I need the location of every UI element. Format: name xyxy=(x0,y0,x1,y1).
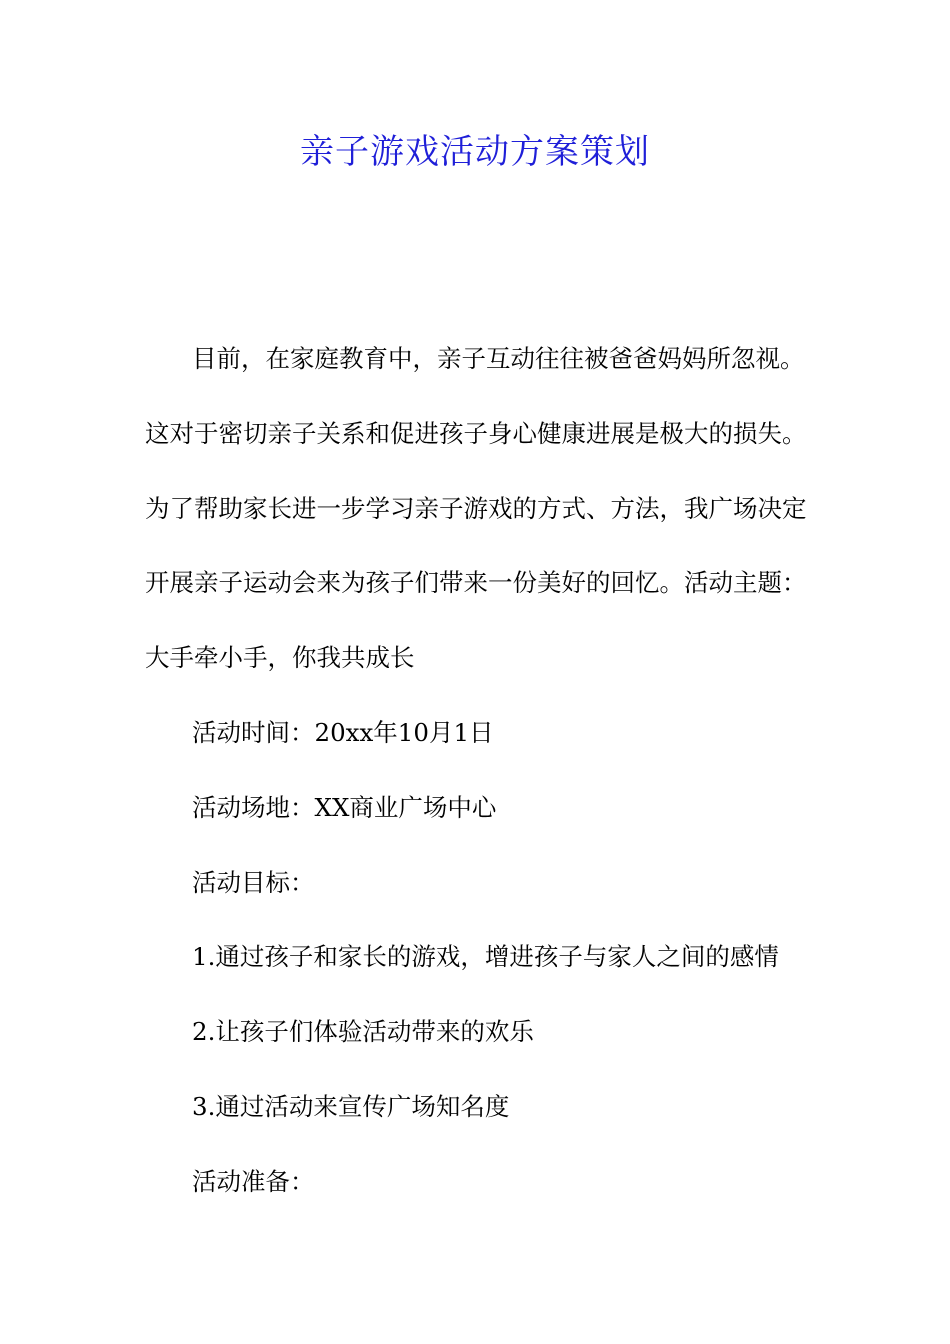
paragraph-line: 开展亲子运动会来为孩子们带来一份美好的回忆。活动主题： xyxy=(145,568,807,597)
paragraph-line: 目前，在家庭教育中，亲子互动往往被爸爸妈妈所忽视。 xyxy=(192,344,805,373)
activity-prep-heading: 活动准备： xyxy=(192,1167,315,1196)
paragraph-line: 这对于密切亲子关系和促进孩子身心健康进展是极大的损失。 xyxy=(145,419,807,448)
activity-goals-heading: 活动目标： xyxy=(192,868,315,897)
paragraph-line: 为了帮助家长进一步学习亲子游戏的方式、方法，我广场决定 xyxy=(145,494,807,523)
page-title: 亲子游戏活动方案策划 xyxy=(300,132,650,172)
paragraph-line: 大手牵小手，你我共成长 xyxy=(145,643,415,672)
goal-item: 3.通过活动来宣传广场知名度 xyxy=(192,1092,510,1121)
goal-item: 1.通过孩子和家长的游戏，增进孩子与家人之间的感情 xyxy=(192,942,779,971)
activity-venue-line: 活动场地：XX商业广场中心 xyxy=(192,793,497,822)
activity-time-line: 活动时间：20xx年10月1日 xyxy=(192,718,494,747)
goal-item: 2.让孩子们体验活动带来的欢乐 xyxy=(192,1017,534,1046)
